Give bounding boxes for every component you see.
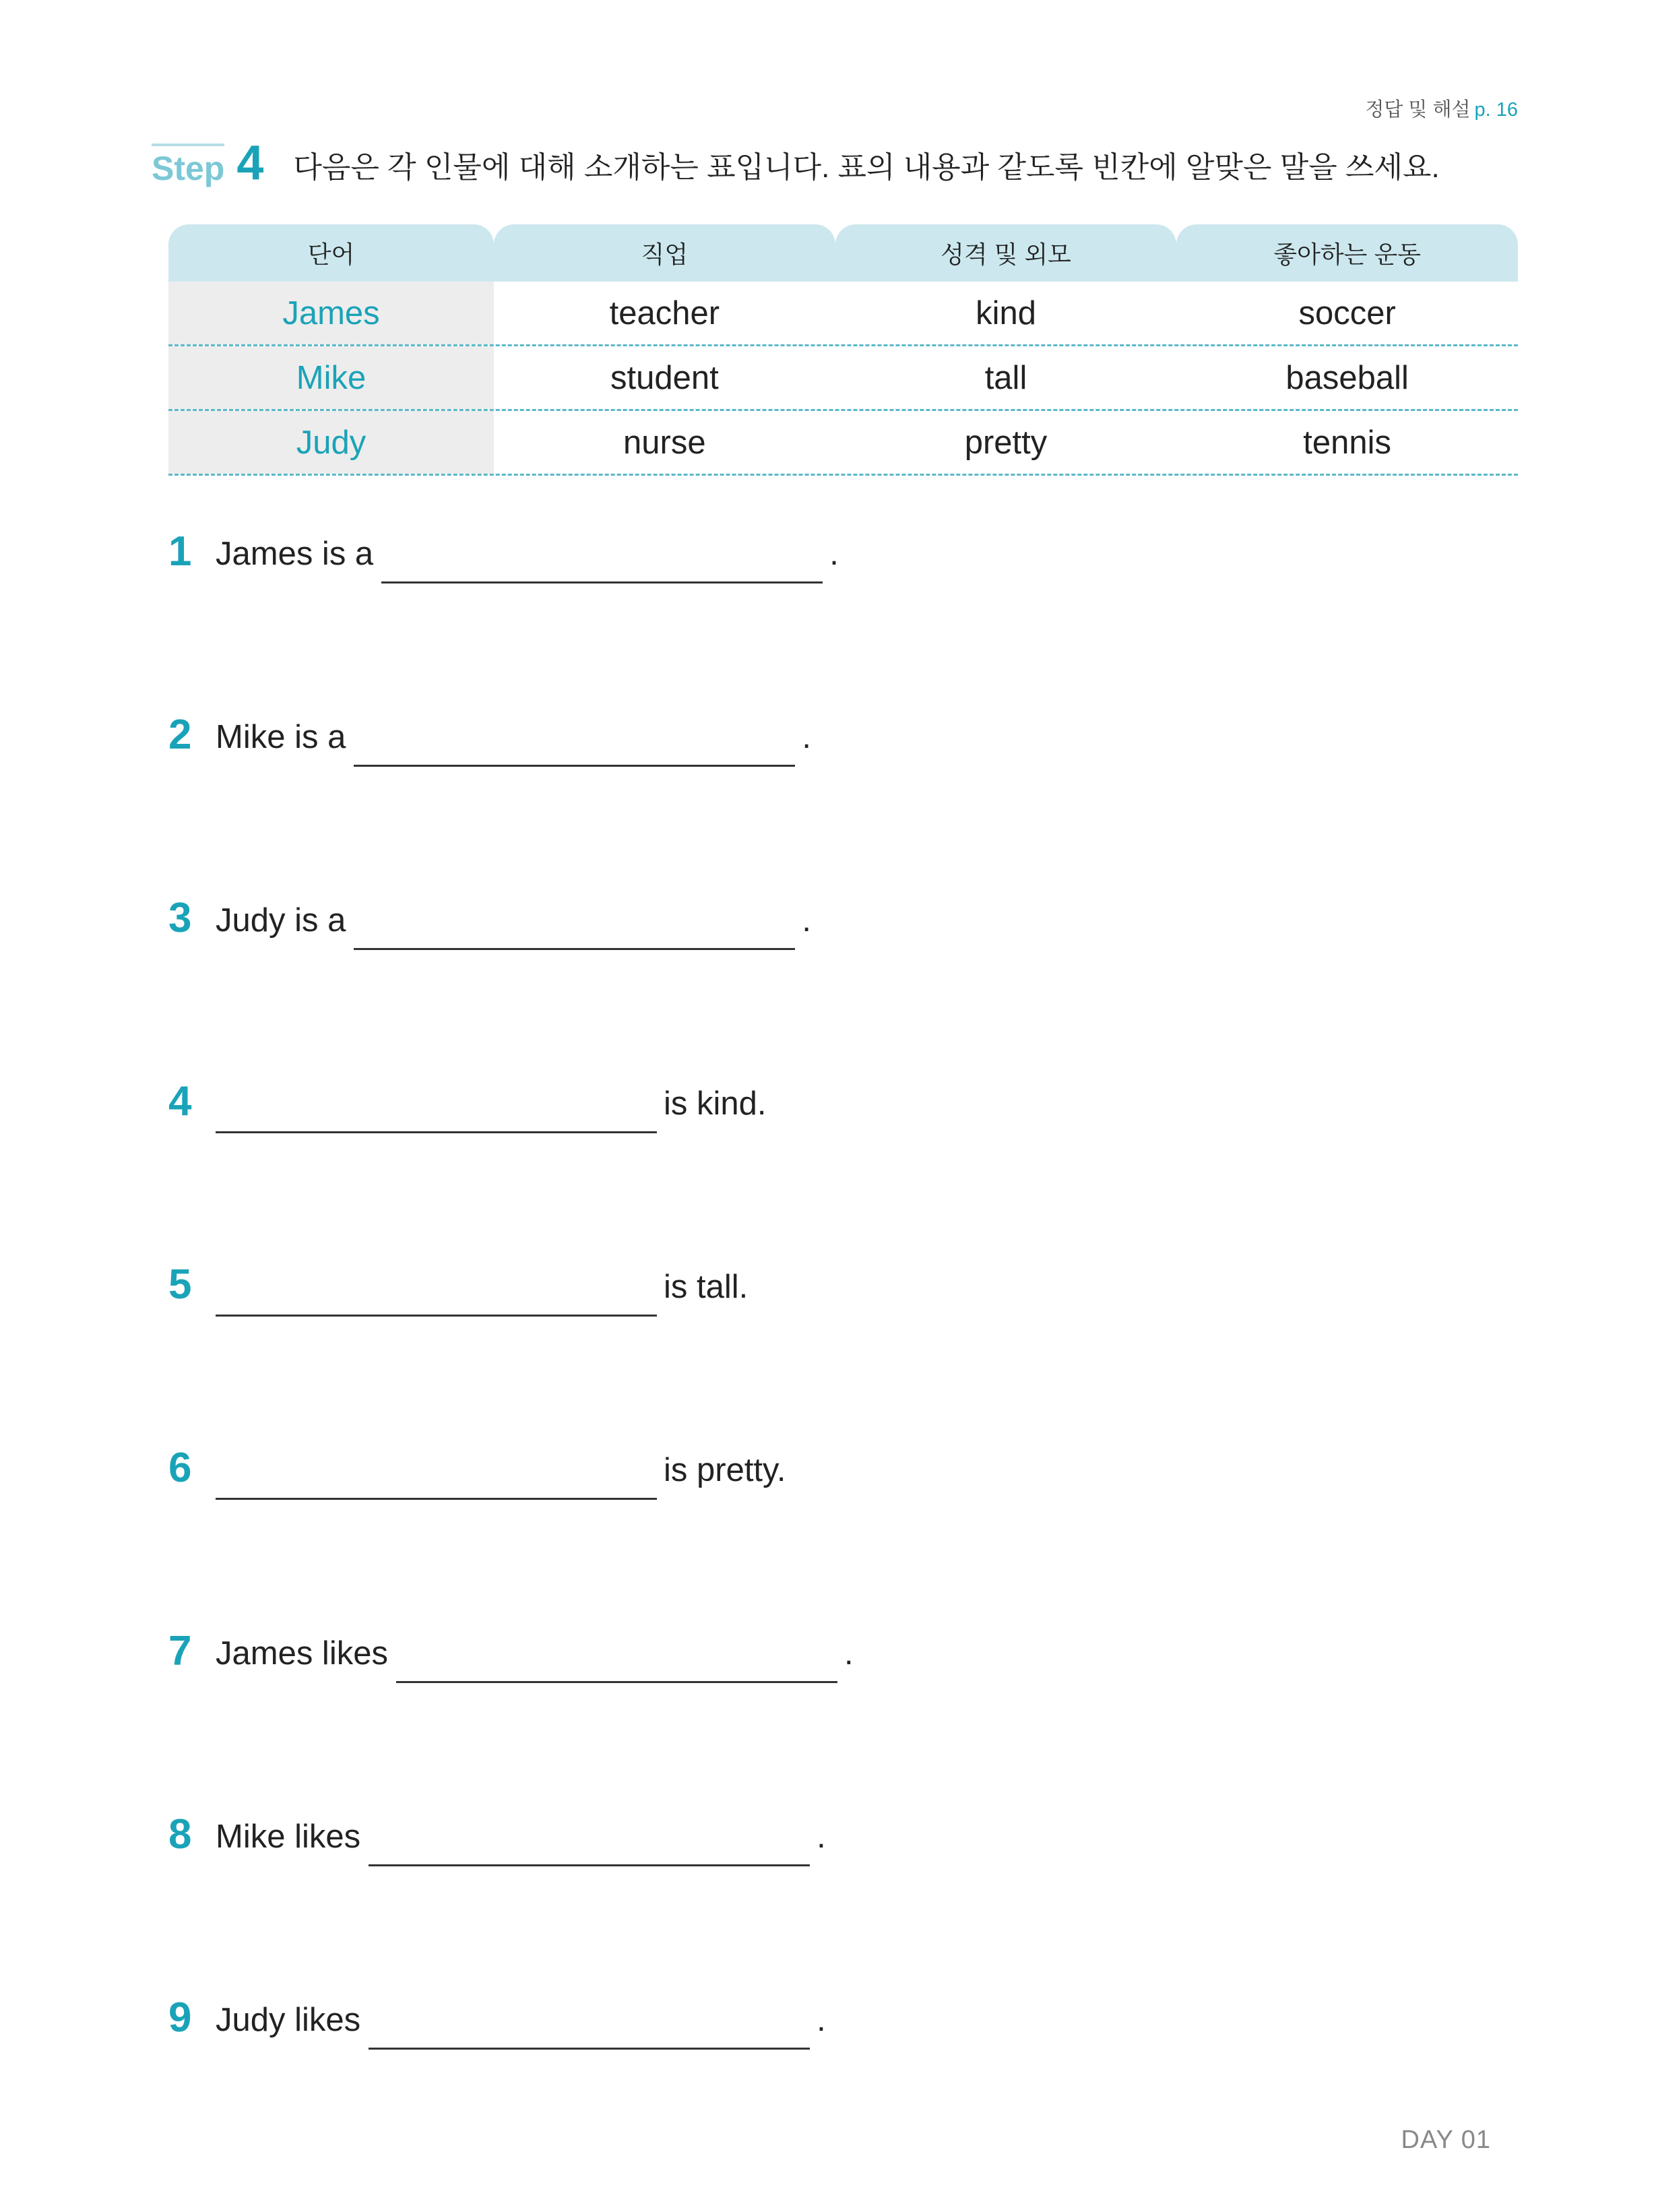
answer-blank[interactable] — [381, 579, 823, 583]
question-item — [168, 1622, 854, 1672]
question-number: 6 — [168, 1445, 192, 1491]
question-text: James is a — [216, 535, 374, 572]
question-item — [168, 889, 811, 939]
question-text: Mike is a — [216, 718, 346, 755]
question-text: Mike likes — [216, 1818, 361, 1855]
table-cell-job: student — [610, 359, 719, 396]
step-label: Step — [152, 148, 224, 185]
day-label: DAY 01 — [1401, 2126, 1491, 2154]
question-number: 5 — [168, 1261, 192, 1308]
table-cell-name: Mike — [168, 346, 494, 409]
answer-blank[interactable] — [369, 1862, 810, 1866]
answer-reference — [1365, 94, 1518, 122]
answer-blank[interactable] — [396, 1678, 837, 1683]
table-header-cell: 성격 및 외모 — [835, 224, 1177, 282]
question-text: Judy is a — [216, 902, 346, 939]
answer-reference-page: p. 16 — [1474, 99, 1518, 121]
question-ending: . — [829, 535, 839, 572]
question-item — [168, 522, 839, 573]
table-header-cell: 직업 — [494, 224, 835, 282]
question-number: 3 — [168, 895, 192, 941]
question-text: James likes — [216, 1635, 388, 1672]
question-ending: . — [802, 718, 811, 755]
answer-blank[interactable] — [216, 1129, 657, 1133]
question-number: 9 — [168, 1994, 192, 2041]
table-cell-trait: tall — [984, 359, 1027, 396]
question-ending: . — [802, 902, 811, 939]
table-cell-trait: kind — [976, 294, 1036, 331]
question-item — [168, 1439, 786, 1489]
table-cell-job: teacher — [609, 294, 720, 331]
question-number: 2 — [168, 712, 192, 758]
question-ending: . — [817, 2001, 826, 2038]
table-header-cell: 단어 — [168, 224, 494, 282]
question-number: 4 — [168, 1078, 192, 1125]
table-row — [168, 282, 1518, 346]
table-cell-sport: baseball — [1285, 359, 1409, 396]
answer-blank[interactable] — [216, 1312, 657, 1317]
question-ending: . — [817, 1818, 826, 1855]
step-header — [152, 136, 1440, 190]
question-number: 1 — [168, 528, 192, 575]
table-row — [168, 346, 1518, 411]
table-row — [168, 411, 1518, 476]
table-cell-name: James — [168, 282, 494, 344]
question-item — [168, 1255, 748, 1306]
answer-reference-label: 정답 및 해설 — [1365, 99, 1471, 121]
answer-blank[interactable] — [354, 762, 795, 767]
question-item — [168, 705, 811, 756]
question-item — [168, 1988, 826, 2039]
question-ending: . — [843, 1635, 854, 1672]
step-instruction: 다음은 각 인물에 대해 소개하는 표입니다. 표의 내용과 같도록 빈칸에 알맞은 말을 쓰세요. — [293, 151, 1440, 185]
table-cell-sport: tennis — [1303, 424, 1392, 461]
table-cell-job: nurse — [623, 424, 706, 461]
table-cell-trait: pretty — [964, 424, 1048, 461]
question-item — [168, 1805, 826, 1856]
question-number: 8 — [168, 1811, 192, 1858]
answer-blank[interactable] — [369, 2045, 810, 2050]
table-header-cell: 좋아하는 운동 — [1176, 224, 1518, 282]
table-header-row — [168, 224, 1518, 282]
question-text: Judy likes — [216, 2001, 361, 2038]
character-info-table — [168, 224, 1518, 476]
question-ending: is tall. — [664, 1268, 749, 1305]
question-item — [168, 1072, 767, 1123]
question-ending: is pretty. — [664, 1451, 786, 1488]
question-ending: is kind. — [664, 1085, 767, 1122]
answer-blank[interactable] — [216, 1495, 657, 1500]
answer-blank[interactable] — [354, 945, 795, 950]
question-number: 7 — [168, 1628, 192, 1674]
table-cell-sport: soccer — [1298, 294, 1396, 331]
table-cell-name: Judy — [168, 411, 494, 474]
step-number: 4 — [236, 136, 264, 190]
